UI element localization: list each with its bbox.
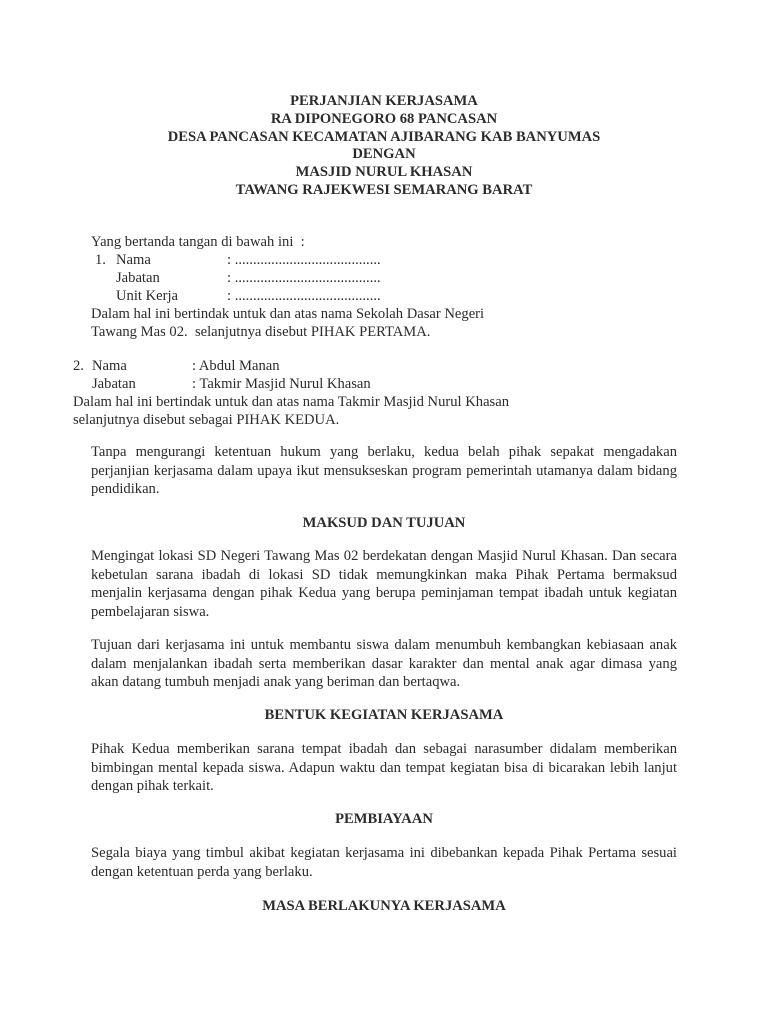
party1-unit-label: Unit Kerja [116,288,179,304]
party1-position-label: Jabatan [116,270,160,286]
funding-paragraph: Segala biaya yang timbul akibat kegiatan kerjasama ini dibebankan kepada Pihak Pertama sesuai dengan ketentuan perda yang berlaku. [91,845,677,880]
section-heading-activities: BENTUK KEGIATAN KERJASAMA [264,707,504,723]
section-heading-validity: MASA BERLAKUNYA KERJASAMA [262,898,506,914]
title-line: PERJANJIAN KERJASAMA [290,93,478,109]
section-heading-purpose: MAKSUD DAN TUJUAN [302,515,466,531]
document-title [0,93,768,200]
party2-acting-line: selanjutnya disebut sebagai PIHAK KEDUA. [73,412,340,428]
purpose-paragraph: Tujuan dari kerjasama ini untuk membantu siswa dalam menumbuh kembangkan kebiasaan anak dalam menjalankan ibadah serta memberikan dasar karakter dan mental anak agar dimasa yang akan datang tumbuh menjadi anak yang beriman dan bertaqwa. [91,637,677,691]
activities-paragraph: Pihak Kedua memberikan sarana tempat ibadah dan sebagai narasumber didalam memberikan bimbingan mental kepada siswa. Adapun waktu dan tempat kegiatan bisa di bicarakan lebih lanjut dengan pihak terkait. [91,741,677,795]
party2-name-value: : Abdul Manan [192,358,280,374]
party2-position-label: Jabatan [92,376,136,392]
intro-paragraph: Tanpa mengurangi ketentuan hukum yang berlaku, kedua belah pihak sepakat mengadakan perjanjian kerjasama dalam upaya ikut mensukseskan program pemerintah utamanya dalam bidang pendidikan. [91,444,677,498]
party1-name-label: Nama [116,252,151,268]
purpose-paragraph: Mengingat lokasi SD Negeri Tawang Mas 02 berdekatan dengan Masjid Nurul Khasan. Dan secara kebetulan sarana ibadah di lokasi SD tidak memungkinkan maka Pihak Pertama bermaksud menjalin kerjasama dengan pihak Kedua yang berupa peminjaman tempat ibadah untuk kegiatan pembelajaran siswa. [91,548,677,620]
title-line: MASJID NURUL KHASAN [295,164,473,181]
party1-number: 1. [95,252,106,268]
title-line: TAWANG RAJEKWESI SEMARANG BARAT [235,181,533,198]
section-heading-funding: PEMBIAYAAN [335,811,433,827]
party2-acting-line: Dalam hal ini bertindak untuk dan atas nama Takmir Masjid Nurul Khasan [73,394,510,410]
title-line: RA DIPONEGORO 68 PANCASAN [270,110,498,127]
party1-unit-value: : ........................................ [227,288,381,304]
title-line: DENGAN [352,146,416,163]
party1-intro: Yang bertanda tangan di bawah ini : [91,234,305,250]
party2-number: 2. [73,358,84,374]
party1-position-value: : ........................................ [227,270,381,286]
party2-name-label: Nama [92,358,127,374]
party1-name-value: : ........................................ [227,252,381,268]
party2-position-value: : Takmir Masjid Nurul Khasan [192,376,371,392]
party1-acting-line: Dalam hal ini bertindak untuk dan atas nama Sekolah Dasar Negeri [91,306,485,322]
title-line: DESA PANCASAN KECAMATAN AJIBARANG KAB BANYUMAS [167,128,601,145]
party1-acting-line: Tawang Mas 02. selanjutnya disebut PIHAK PERTAMA. [91,324,431,340]
